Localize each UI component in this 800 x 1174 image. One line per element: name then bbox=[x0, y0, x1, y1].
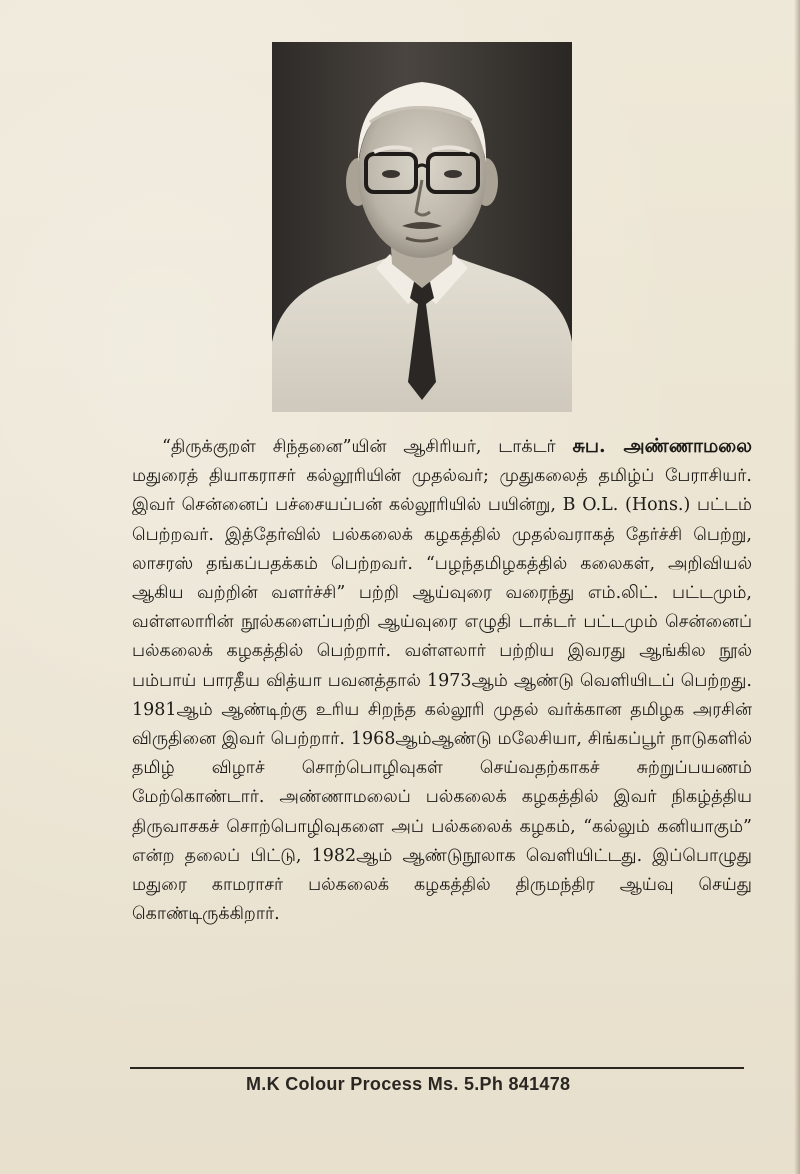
bio-intro-text: “திருக்குறள் சிந்தனை”யின் ஆசிரியர், டாக்டர் bbox=[162, 437, 573, 457]
author-biography bbox=[132, 432, 752, 929]
biography-paragraph bbox=[132, 432, 752, 929]
page-edge-shadow bbox=[794, 0, 800, 1174]
author-portrait-icon bbox=[272, 42, 572, 412]
printer-credit: M.K Colour Process Ms. 5.Ph 841478 bbox=[246, 1074, 571, 1094]
author-photo bbox=[272, 42, 572, 412]
author-name: சுப. அண்ணாமலை bbox=[572, 435, 752, 457]
bio-body-text: மதுரைத் தியாகராசர் கல்லூரியின் முதல்வர்; முதுகலைத் தமிழ்ப் பேராசியர். இவர் சென்னைப் பச்சையப்பன் கல்லூரியில் பயின்று, B O.L. (Hons.) பட்டம் பெற்றவர். இத்தேர்வில் பல்கலைக் கழகத்தில் முதல்வராகத் தேர்ச்சி பெற்று, லாசரஸ் தங்கப்பதக்கம் பெற்றவர். “பழந்தமிழகத்தில் கலைகள், அறிவியல் ஆகிய வற்றின் வளர்ச்சி” பற்றி ஆய்வுரை வரைந்து எம்.லிட். பட்டமும், வள்ளலாரின் நூல்களைப்பற்றி ஆய்வுரை எழுதி டாக்டர் பட்டமும் சென்னைப் பல்கலைக் கழகத்தில் பெற்றார். வள்ளலார் பற்றிய இவரது ஆங்கில நூல் பம்பாய் பாரதீய வித்யா பவனத்தால் 1973ஆம் ஆண்டு வெளியிடப் பெற்றது. 1981ஆம் ஆண்டிற்கு உரிய சிறந்த கல்லூரி முதல் வர்க்கான தமிழக அரசின் விருதினை இவர் பெற்றார். 1968ஆம்ஆண்டு மலேசியா, சிங்கப்பூர் நாடுகளில் தமிழ் விழாச் சொற்பொழிவுகள் செய்வதற்காகச் சுற்றுப்பயணம் மேற்கொண்டார். அண்ணாமலைப் பல்கலைக் கழகத்தில் இவர் நிகழ்த்திய திருவாசகச் சொற்பொழிவுகளை அப் பல்கலைக் கழகம், “கல்லும் கனியாகும்” என்ற தலைப் பிட்டு, 1982ஆம் ஆண்டுநூலாக வெளியிட்டது. இப்பொழுது மதுரை காமராசர் பல்கலைக் கழகத்தில் திருமந்திர ஆய்வு செய்து கொண்டிருக்கிறார். bbox=[132, 466, 752, 925]
divider-line bbox=[130, 1067, 744, 1069]
